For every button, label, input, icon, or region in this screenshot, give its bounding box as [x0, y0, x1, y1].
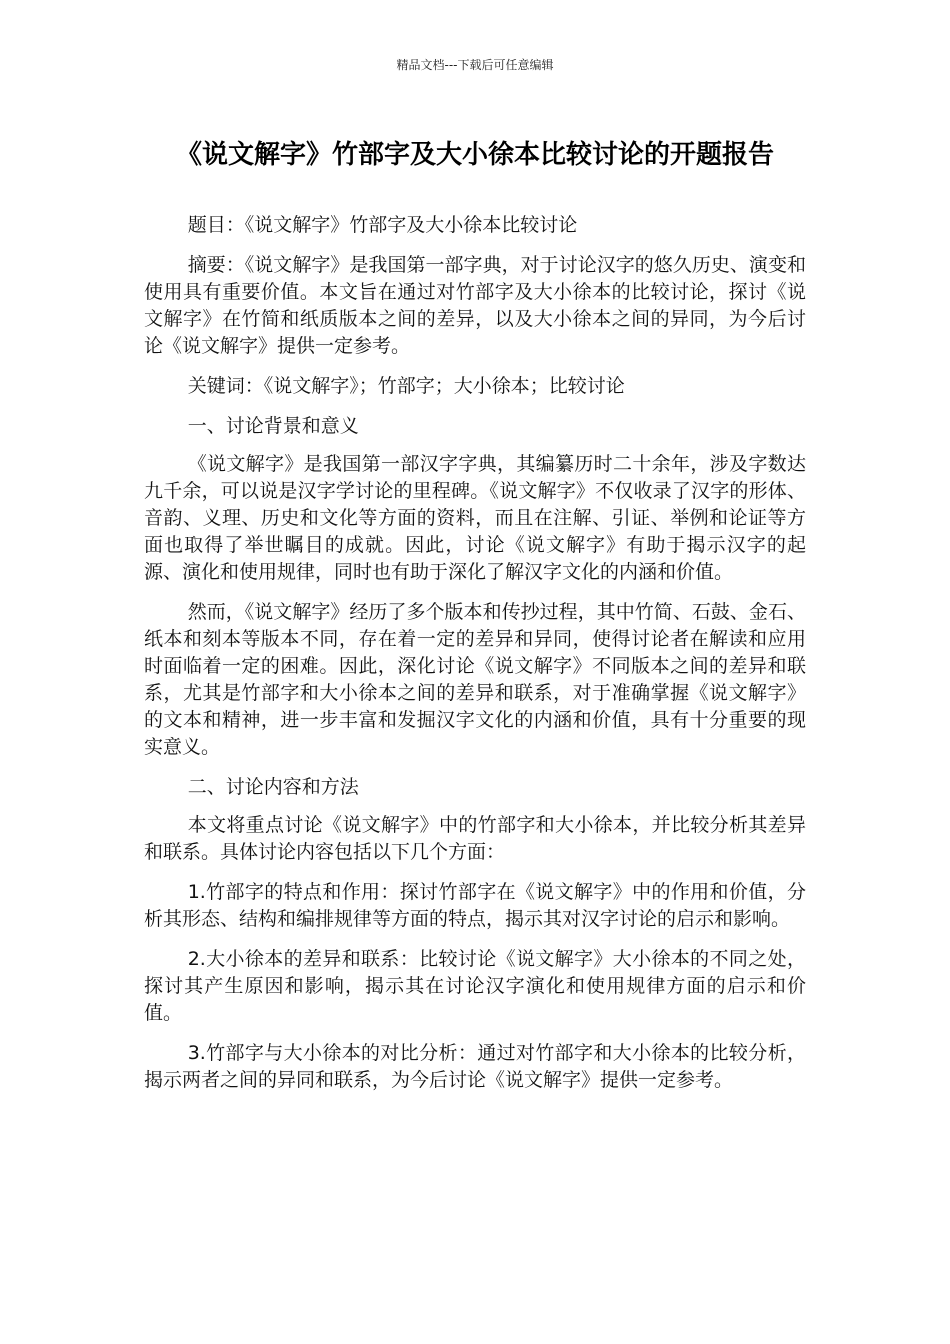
- content-item-1: 1.竹部字的特点和作用：探讨竹部字在《说文解字》中的作用和价值，分析其形态、结构和编排规律等方面的特点，揭示其对汉字讨论的启示和影响。: [144, 881, 806, 930]
- content-intro-paragraph: 本文将重点讨论《说文解字》中的竹部字和大小徐本，并比较分析其差异和联系。具体讨论内容包括以下几个方面：: [144, 814, 806, 863]
- page-header-note: 精品文档---下载后可任意编辑: [396, 58, 554, 72]
- document-title: 《说文解字》竹部字及大小徐本比较讨论的开题报告: [175, 140, 774, 170]
- abstract-paragraph: 摘要：《说文解字》是我国第一部字典，对于讨论汉字的悠久历史、演变和使用具有重要价值。本文旨在通过对竹部字及大小徐本的比较讨论，探讨《说文解字》在竹简和纸质版本之间的差异，以及大小徐本之间的异同，为今后讨论《说文解字》提供一定参考。: [144, 254, 806, 357]
- background-paragraph-2: 然而，《说文解字》经历了多个版本和传抄过程，其中竹简、石鼓、金石、纸本和刻本等版本不同，存在着一定的差异和异同，使得讨论者在解读和应用时面临着一定的困难。因此，深化讨论《说文解字》不同版本之间的差异和联系，尤其是竹部字和大小徐本之间的差异和联系，对于准确掌握《说文解字》的文本和精神，进一步丰富和发掘汉字文化的内涵和价值，具有十分重要的现实意义。: [144, 601, 806, 758]
- section-heading-background: 一、讨论背景和意义: [187, 415, 359, 437]
- document-body: [144, 212, 806, 1107]
- content-item-3: 3.竹部字与大小徐本的对比分析：通过对竹部字和大小徐本的比较分析，揭示两者之间的异同和联系，为今后讨论《说文解字》提供一定参考。: [144, 1042, 806, 1091]
- topic-line: 题目：《说文解字》竹部字及大小徐本比较讨论: [187, 214, 578, 236]
- content-item-2: 2.大小徐本的差异和联系：比较讨论《说文解字》大小徐本的不同之处，探讨其产生原因和影响，揭示其在讨论汉字演化和使用规律方面的启示和价值。: [144, 948, 806, 1024]
- background-paragraph-1: 《说文解字》是我国第一部汉字字典，其编纂历时二十余年，涉及字数达九千余，可以说是汉字学讨论的里程碑。《说文解字》不仅收录了汉字的形体、音韵、义理、历史和文化等方面的资料，而且在注解、引证、举例和论证等方面也取得了举世瞩目的成就。因此，讨论《说文解字》有助于揭示汉字的起源、演化和使用规律，同时也有助于深化了解汉字文化的内涵和价值。: [144, 453, 806, 583]
- section-heading-content-method: 二、讨论内容和方法: [187, 776, 359, 798]
- keywords-line: 关键词：《说文解字》；竹部字；大小徐本；比较讨论: [187, 375, 625, 397]
